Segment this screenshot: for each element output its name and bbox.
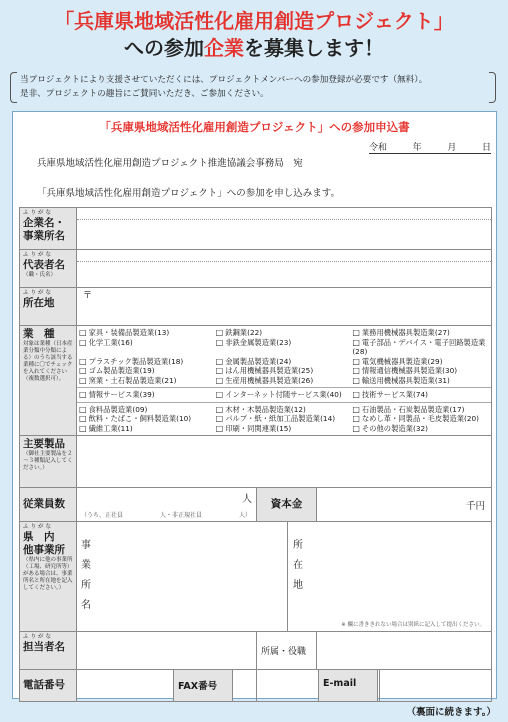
address-label-text: 所在地 [23,297,55,309]
employees-label: 従業員数 [20,488,77,522]
industry-option-label: 非鉄金属製造業(23) [225,337,292,347]
checkbox-icon[interactable]: □ [352,366,360,375]
date-month[interactable]: 月 [447,143,457,153]
industry-option[interactable] [352,405,489,415]
date-year[interactable]: 年 [412,143,422,153]
title-line2-highlight: 企業 [204,36,244,60]
industry-option-label: パルプ・紙・紙加工品製造業(14) [225,414,336,423]
label-char: 在 [293,560,303,571]
furigana-other-sites: ふりがな [23,524,54,530]
label-char: 所 [81,580,91,591]
industry-option[interactable] [79,414,216,424]
checkbox-icon[interactable]: □ [352,337,360,347]
industry-option[interactable] [79,390,216,400]
industry-option-label: 技術サービス業(74) [361,390,428,399]
representative-label [20,250,77,288]
intro-text [10,72,496,103]
dept-field[interactable] [317,632,492,670]
checkbox-icon[interactable]: □ [215,366,224,375]
checkbox-icon[interactable]: □ [215,375,224,385]
capital-field[interactable] [317,488,492,522]
furigana-contact: ふりがな [23,634,54,640]
industry-option[interactable] [216,390,353,400]
capital-unit: 千円 [465,500,485,512]
checkbox-icon[interactable]: □ [79,328,87,337]
industry-option[interactable] [216,376,353,386]
checkbox-icon[interactable]: □ [352,356,360,366]
industry-option[interactable] [352,414,489,424]
industry-option[interactable] [216,405,353,415]
products-field[interactable] [77,436,492,488]
industry-option[interactable] [79,405,216,415]
industry-option[interactable] [216,328,353,338]
capital-label: 資本金 [257,488,317,522]
industry-option[interactable] [216,338,353,357]
title-line2-part2: を募集します！ [244,36,384,60]
title-line2-part1: への参加 [124,36,204,60]
products-note: （御社主要製品を２～３種類記入してください。） [23,451,73,471]
industry-option[interactable] [216,414,353,424]
company-label [20,208,77,250]
industry-option[interactable] [216,366,353,376]
checkbox-icon[interactable]: □ [215,390,224,399]
contact-field[interactable] [77,632,257,670]
industry-note: 対象は業種（日本産業分類中分類による）のうち該当する業種に〇でチェックを入れてください（複数選択可）。 [23,341,73,382]
checkbox-icon[interactable]: □ [79,423,87,433]
checkbox-icon[interactable]: □ [215,423,224,433]
industry-option[interactable] [79,357,216,367]
checkbox-icon[interactable]: □ [79,337,87,347]
checkbox-icon[interactable]: □ [79,356,87,366]
industry-option-label: 金属製品製造業(24) [225,356,292,366]
other-sites-footnote: ※ 欄に書ききれない場合は別紙に記入して提出ください。 [341,622,485,628]
form-title: 「兵庫県地域活性化雇用創造プロジェクト」への参加申込書 [99,120,410,134]
industry-group-manufacturing [77,326,491,387]
industry-option-label: 化学工業(16) [88,337,133,347]
industry-options [77,326,492,436]
employees-field[interactable] [77,488,257,522]
checkbox-icon[interactable]: □ [215,404,224,414]
industry-option[interactable] [352,424,489,434]
phone-field[interactable] [77,670,257,702]
products-label [20,436,77,488]
checkbox-icon[interactable]: □ [215,414,224,423]
furigana-representative: ふりがな [23,252,54,258]
industry-option[interactable] [216,357,353,367]
checkbox-icon[interactable]: □ [352,404,360,414]
site-location-label [293,536,303,596]
date-day[interactable]: 日 [481,143,491,153]
industry-option[interactable] [352,376,489,386]
industry-group-other [77,402,491,436]
employees-breakdown-1: （うち、正社員 [81,512,124,519]
industry-label-text: 業 種 [23,328,55,340]
industry-option[interactable] [352,328,489,338]
other-sites-field[interactable] [77,522,492,632]
industry-option[interactable] [79,366,216,376]
checkbox-icon[interactable]: □ [79,404,87,414]
page-title [0,8,508,62]
employees-breakdown-3: 人） [238,512,251,519]
address-label [20,288,77,326]
employees-breakdown-2: 人・非正規社員 [159,512,202,519]
industry-option[interactable] [352,357,489,367]
fax-label: FAX番号 [173,670,233,701]
email-field[interactable] [323,670,492,702]
industry-option-label: 鉄鋼業(22) [225,328,263,337]
industry-option-label: 木材・木製品製造業(12) [225,404,306,414]
checkbox-icon[interactable]: □ [352,423,360,433]
industry-option[interactable] [79,328,216,338]
addressee: 兵庫県地域活性化雇用創造プロジェクト推進協議会事務局 宛 [37,158,303,169]
label-char: 所 [293,540,303,551]
checkbox-icon[interactable]: □ [215,337,224,347]
industry-option[interactable] [352,366,489,376]
industry-option-label: はん用機械器具製造業(25) [225,366,314,375]
industry-option[interactable] [352,390,489,400]
checkbox-icon[interactable]: □ [352,414,360,423]
checkbox-icon[interactable]: □ [79,390,87,399]
industry-group-services [77,387,491,402]
industry-option-label: 輸送用機械器具製造業(31) [361,375,450,385]
intro-line2: 是非、プロジェクトの趣旨にご賛同いただき、ご参加ください。 [20,89,269,99]
intro-line1: 当プロジェクトにより支援させていただくには、プロジェクトメンバーへの参加登録が必要です（無料）。 [20,75,428,85]
other-sites-label-1: 県 内 [23,531,55,543]
checkbox-icon[interactable]: □ [352,375,360,385]
industry-option-label: 家具・装備品製造業(13) [88,328,170,337]
contact-label-text: 担当者名 [23,641,65,653]
industry-option[interactable] [352,338,489,357]
continue-note: （裏面に続きます。） [406,707,496,718]
industry-option-label: 業務用機械器具製造業(27) [361,328,450,337]
products-label-text: 主要製品 [23,438,65,450]
industry-option-label: インターネット付随サービス業(40) [225,390,342,399]
company-label-line2: 事業所名 [23,230,65,242]
industry-option-label: ゴム製品製造業(19) [88,366,155,375]
industry-option[interactable] [79,424,216,434]
industry-option-label: 電子部品・デバイス・電子回路製造業(28) [352,337,486,356]
date-era: 令和 [369,143,388,153]
industry-option[interactable] [79,376,216,386]
industry-option-label: 食料品製造業(09) [88,404,148,414]
label-char: 地 [293,580,303,591]
other-sites-label [20,522,77,632]
label-char: 業 [81,560,91,571]
postal-mark: 〒 [83,291,93,301]
furigana-address: ふりがな [23,290,54,296]
industry-label [20,326,77,436]
industry-option-label: 石油製品・石炭製品製造業(17) [361,404,465,414]
industry-option-label: 窯業・土石製品製造業(21) [88,375,177,385]
representative-note: （職・氏名） [23,272,57,278]
contact-label [20,632,77,670]
industry-option-label: 印刷・同関連業(15) [225,423,292,433]
representative-label-text: 代表者名 [23,259,65,271]
industry-option-label: 繊維工業(11) [88,423,133,433]
representative-field[interactable] [77,250,492,288]
apply-text: 「兵庫県地域活性化雇用創造プロジェクト」への参加を申し込みます。 [37,188,341,199]
industry-option-label: 電気機械器具製造業(29) [361,356,443,366]
checkbox-icon[interactable]: □ [352,328,360,337]
address-field[interactable] [77,288,492,326]
date-line [369,140,491,154]
furigana-company: ふりがな [23,210,54,216]
company-name-field[interactable] [77,208,492,250]
industry-option-label: 飲料・たばこ・飼料製造業(10) [88,414,192,423]
industry-option-label: 情報サービス業(39) [88,390,155,399]
form-table [19,207,492,702]
industry-option[interactable] [216,424,353,434]
industry-option-label: なめし革・同製品・毛皮製造業(20) [361,414,480,423]
industry-option-label: プラスチック製品製造業(18) [88,356,184,366]
label-char: 事 [81,540,91,551]
application-form [12,111,497,699]
checkbox-icon[interactable]: □ [352,390,360,399]
industry-option[interactable] [79,338,216,357]
email-label: E-mail [318,670,378,701]
checkbox-icon[interactable]: □ [215,328,224,337]
industry-option-label: その他の製造業(32) [361,423,428,433]
dept-label: 所属・役職 [257,632,317,670]
title-line1: 「兵庫県地域活性化雇用創造プロジェクト」 [54,9,454,33]
other-sites-label-2: 他事業所 [23,544,65,556]
checkbox-icon[interactable]: □ [215,356,224,366]
company-label-line1: 企業名・ [23,217,65,229]
phone-label: 電話番号 [20,670,77,702]
site-name-label [81,536,91,616]
other-sites-note: （県内に他の事業所（工場、研究所等）がある場合は、事業所名と所在地を記入してください。） [23,557,73,591]
industry-option-label: 生産用機械器具製造業(26) [225,375,314,385]
checkbox-icon[interactable]: □ [79,414,87,423]
label-char: 名 [81,600,91,611]
employees-unit: 人 [242,494,252,505]
employees-breakdown [81,510,251,519]
checkbox-icon[interactable]: □ [79,366,87,375]
checkbox-icon[interactable]: □ [79,375,87,385]
industry-option-label: 情報通信機械器具製造業(30) [361,366,458,375]
